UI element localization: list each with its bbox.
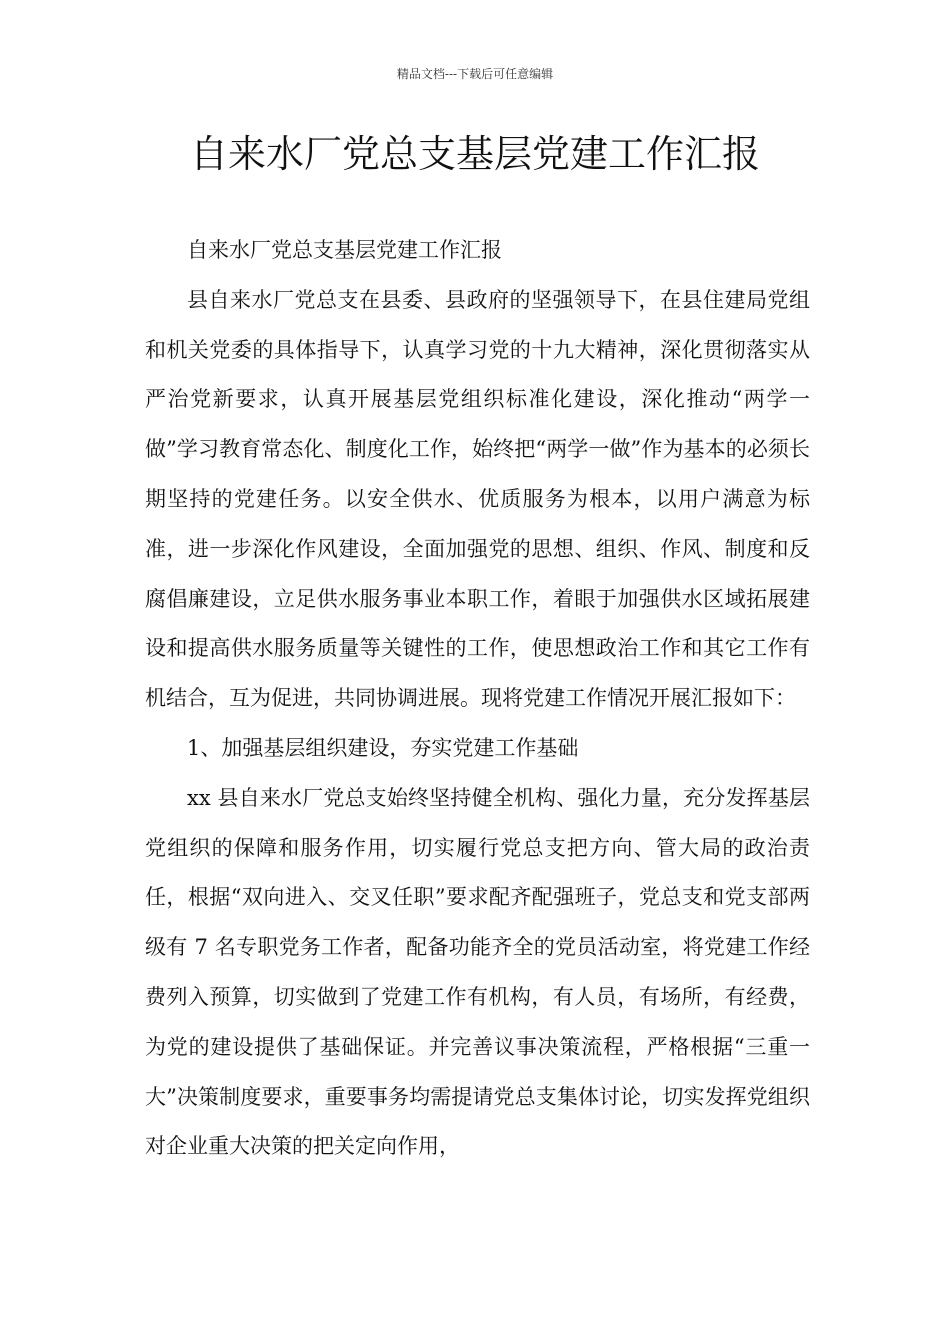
paragraph-subtitle: 自来水厂党总支基层党建工作汇报 xyxy=(187,238,502,262)
header-note: 精品文档---下载后可任意编辑 xyxy=(396,67,554,81)
section-heading: 1、加强基层组织建设，夯实党建工作基础 xyxy=(187,735,579,760)
paragraph-section-1: xx 县自来水厂党总支始终坚持健全机构、强化力量，充分发挥基层党组织的保障和服务作用，切实履行党总支把方向、管大局的政治责任，根据“双向进入、交叉任职”要求配齐配强班子，党总支和党支部两级有 7 名专职党务工作者，配备功能齐全的党员活动室，将党建工作经费列入预算，切实做到了党建工作有机构，有人员，有场所，有经费，为党的建设提供了基础保证。并完善议事决策流程，严格根据“三重一大”决策制度要求，重要事务均需提请党总支集体讨论，切实发挥党组织对企业重大决策的把关定向作用， xyxy=(145,785,810,1159)
document-title: 自来水厂党总支基层党建工作汇报 xyxy=(189,132,760,176)
paragraph-intro: 县自来水厂党总支在县委、县政府的坚强领导下，在县住建局党组和机关党委的具体指导下，认真学习党的十九大精神，深化贯彻落实从严治党新要求，认真开展基层党组织标准化建设，深化推动“两学一做”学习教育常态化、制度化工作，始终把“两学一做”作为基本的必须长期坚持的党建任务。以安全供水、优质服务为根本，以用户满意为标准，进一步深化作风建设，全面加强党的思想、组织、作风、制度和反腐倡廉建设，立足供水服务事业本职工作，着眼于加强供水区域拓展建设和提高供水服务质量等关键性的工作，使思想政治工作和其它工作有机结合，互为促进，共同协调进展。现将党建工作情况开展汇报如下： xyxy=(145,287,810,711)
document-body xyxy=(145,226,810,1172)
